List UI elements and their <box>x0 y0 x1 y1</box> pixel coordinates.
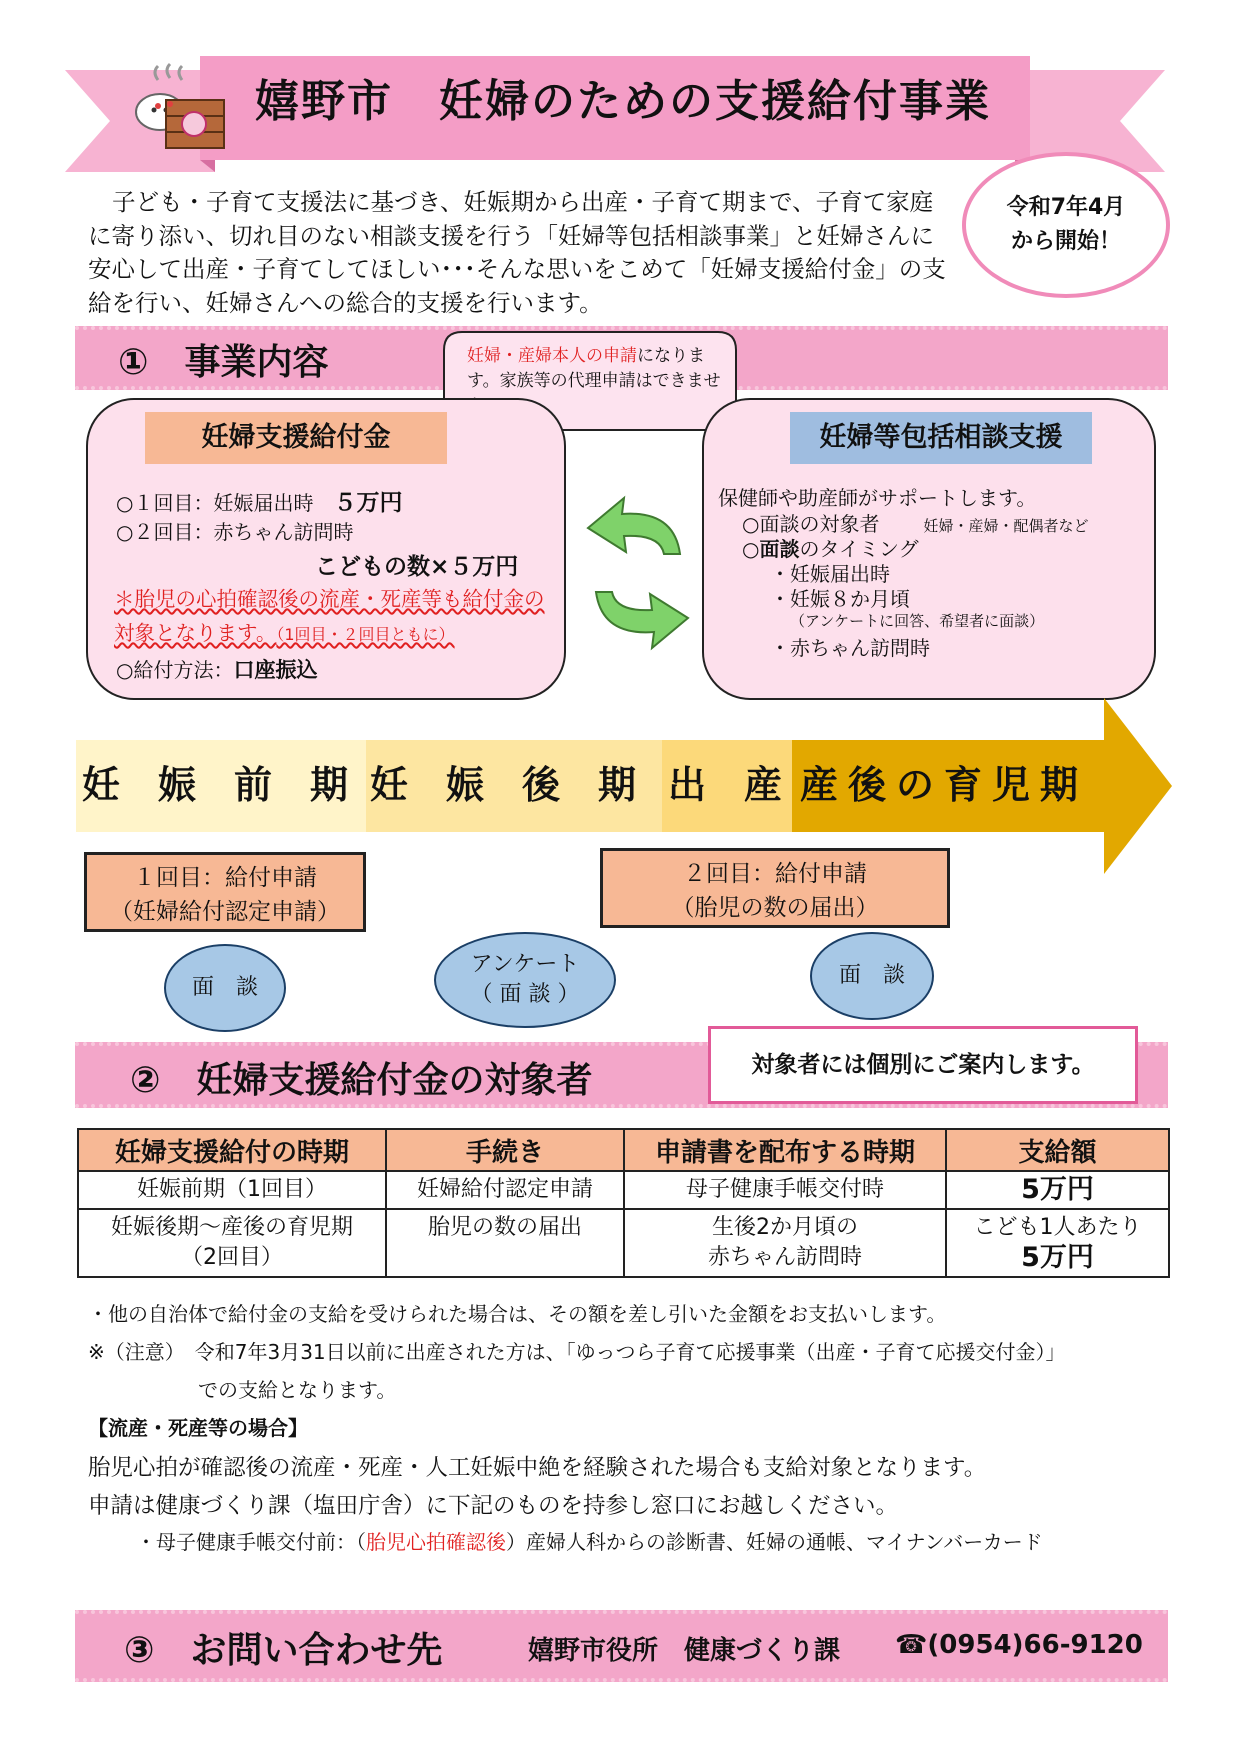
contact-office: 嬉野市役所 健康づくり課 <box>528 1636 841 1666</box>
eligibility-table <box>77 1128 1170 1278</box>
row2-col4-line2: 5万円 <box>1021 1242 1094 1273</box>
benefit-note <box>114 582 558 652</box>
survey-line1: アンケート <box>470 952 580 977</box>
table-header: 妊婦支援給付の時期 <box>78 1129 386 1171</box>
row2-col1-line2: （2回目） <box>181 1245 283 1270</box>
consult-box-label: 妊婦等包括相談支援 <box>790 412 1092 464</box>
miscarriage-line2: 申請は健康づくり課（塩田庁舎）に下記のものを持参し窓口にお越しください。 <box>88 1493 899 1519</box>
table-cell: 母子健康手帳交付時 <box>624 1171 946 1209</box>
interview-1-text: 面 談 <box>191 975 258 1000</box>
section1-title: ① 事業内容 <box>118 342 329 383</box>
table-cell <box>624 1209 946 1277</box>
first-application-box <box>84 852 366 932</box>
row2-col3-line1: 生後2か月頃の <box>712 1215 858 1240</box>
miscarriage-line1: 胎児心拍が確認後の流産・死産・人工妊娠中絶を経験された場合も支給対象となります。 <box>88 1455 987 1481</box>
mascot-icon <box>128 60 228 160</box>
start-date-badge <box>962 152 1170 298</box>
consult-line3-b: 面談 <box>759 537 800 561</box>
table-cell <box>78 1209 386 1277</box>
start-date-line2: から開始！ <box>1010 229 1121 254</box>
row2-col4-line1: こども1人あたり <box>973 1215 1142 1240</box>
consult-line6: （アンケートに回答、希望者に面談） <box>790 612 1045 630</box>
table-cell: 妊娠前期（1回目） <box>78 1171 386 1209</box>
table-cell: 5万円 <box>946 1171 1169 1209</box>
benefit-line2: ○２回目：赤ちゃん訪問時 <box>116 520 354 544</box>
cycle-arrows-icon <box>578 488 698 658</box>
miscarriage-line3 <box>136 1526 1043 1555</box>
consult-line2-small: 妊婦・産婦・配偶者など <box>923 517 1089 535</box>
survey-line2: （ 面 談 ） <box>470 982 580 1007</box>
consult-line5: ・妊娠８か月頃 <box>770 587 910 611</box>
section2-title: ② 妊婦支援給付金の対象者 <box>130 1060 593 1101</box>
consult-line3-a: ○ <box>742 537 760 561</box>
bubble-red-text: 妊婦・産婦本人の申請 <box>467 346 637 366</box>
phase-childcare: 産後の育児期 <box>800 763 1089 807</box>
second-application-line2: （胎児の数の届出） <box>671 895 879 921</box>
benefit-line1-text: ○１回目：妊娠届出時 <box>116 491 314 515</box>
benefit-method-label: ○給付方法： <box>116 658 234 682</box>
miscarriage-line3-a: ・母子健康手帳交付前：（ <box>136 1530 366 1554</box>
note-caution: ※（注意） 令和7年3月31日以前に出産された方は、「ゆっつら子育て応援事業（出産・子育て応援交付金）」 <box>88 1340 1066 1364</box>
benefit-method <box>116 654 317 684</box>
benefit-line1 <box>116 484 402 517</box>
benefit-line3: こどもの数×５万円 <box>315 554 519 580</box>
interview-oval-1 <box>164 944 286 1032</box>
consult-line3-c: のタイミング <box>799 537 919 561</box>
table-cell: 妊婦給付認定申請 <box>386 1171 624 1209</box>
bubble-rest-text: になります。家族等の代理申請はできませ <box>467 346 721 391</box>
table-cell: 胎児の数の届出 <box>386 1209 624 1277</box>
miscarriage-line3-red: 胎児心拍確認後 <box>366 1530 506 1554</box>
consult-line2-text: ○面談の対象者 <box>742 512 880 536</box>
benefit-note-small: （1回目・２回目ともに） <box>276 625 455 644</box>
consult-line1: 保健師や助産師がサポートします。 <box>718 486 1037 510</box>
first-application-line2: （妊婦給付認定申請） <box>110 899 340 925</box>
table-cell <box>946 1209 1169 1277</box>
contact-phone: ☎(0954)66-9120 <box>895 1630 1143 1660</box>
table-header: 手続き <box>386 1129 624 1171</box>
interview-oval-2 <box>810 932 934 1020</box>
phase-post: 妊 娠 後 期 <box>370 763 637 807</box>
row2-col3-line2: 赤ちゃん訪問時 <box>707 1245 862 1270</box>
second-application-box <box>600 848 950 928</box>
phase-pre: 妊 娠 前 期 <box>82 763 349 807</box>
table-row <box>78 1171 1169 1209</box>
benefit-box-label: 妊婦支援給付金 <box>145 412 447 464</box>
intro-paragraph: 子ども・子育て支援法に基づき、妊娠期から出産・子育て期まで、子育て家庭に寄り添い、切れ目のない相談支援を行う「妊婦等包括相談事業」と妊婦さんに安心して出産・子育てしてほしい･･･そんな思いをこめて「妊婦支援給付金」の支給を行い、妊婦さんへの総合的支援を行います。 <box>88 188 946 317</box>
second-application-line1: ２回目：給付申請 <box>683 861 867 887</box>
start-date-line1: 令和7年4月 <box>1006 195 1126 220</box>
miscarriage-line3-b: ）産婦人科からの診断書、妊婦の通帳、マイナンバーカード <box>506 1530 1043 1554</box>
table-header: 支給額 <box>946 1129 1169 1171</box>
note-caution-cont: での支給となります。 <box>198 1378 397 1402</box>
table-header-row <box>78 1129 1169 1171</box>
benefit-note-text: ＊胎児の心拍確認後の流産・死産等も給付金の対象となります。 <box>114 587 545 645</box>
table-row <box>78 1209 1169 1277</box>
interview-2-text: 面 談 <box>838 963 905 988</box>
phase-birth: 出 産 <box>668 763 783 807</box>
page-title: 嬉野市 妊婦のための支援給付事業 <box>255 76 991 127</box>
row2-col1-line1: 妊娠後期～産後の育児期 <box>110 1215 353 1240</box>
consult-line4: ・妊娠届出時 <box>770 562 890 586</box>
table-header: 申請書を配布する時期 <box>624 1129 946 1171</box>
benefit-line1-amount: ５万円 <box>333 490 403 516</box>
consult-line7: ・赤ちゃん訪問時 <box>770 636 930 660</box>
section3-title: ③ お問い合わせ先 <box>124 1630 443 1671</box>
survey-oval <box>434 932 616 1028</box>
benefit-method-value: 口座振込 <box>233 658 318 682</box>
miscarriage-heading: 【流産・死産等の場合】 <box>88 1416 308 1440</box>
first-application-line1: １回目：給付申請 <box>133 865 317 891</box>
note-other-municipality: ・他の自治体で給付金の支給を受けられた場合は、その額を差し引いた金額をお支払いします。 <box>88 1302 947 1326</box>
notice-box: 対象者には個別にご案内します。 <box>708 1026 1138 1104</box>
